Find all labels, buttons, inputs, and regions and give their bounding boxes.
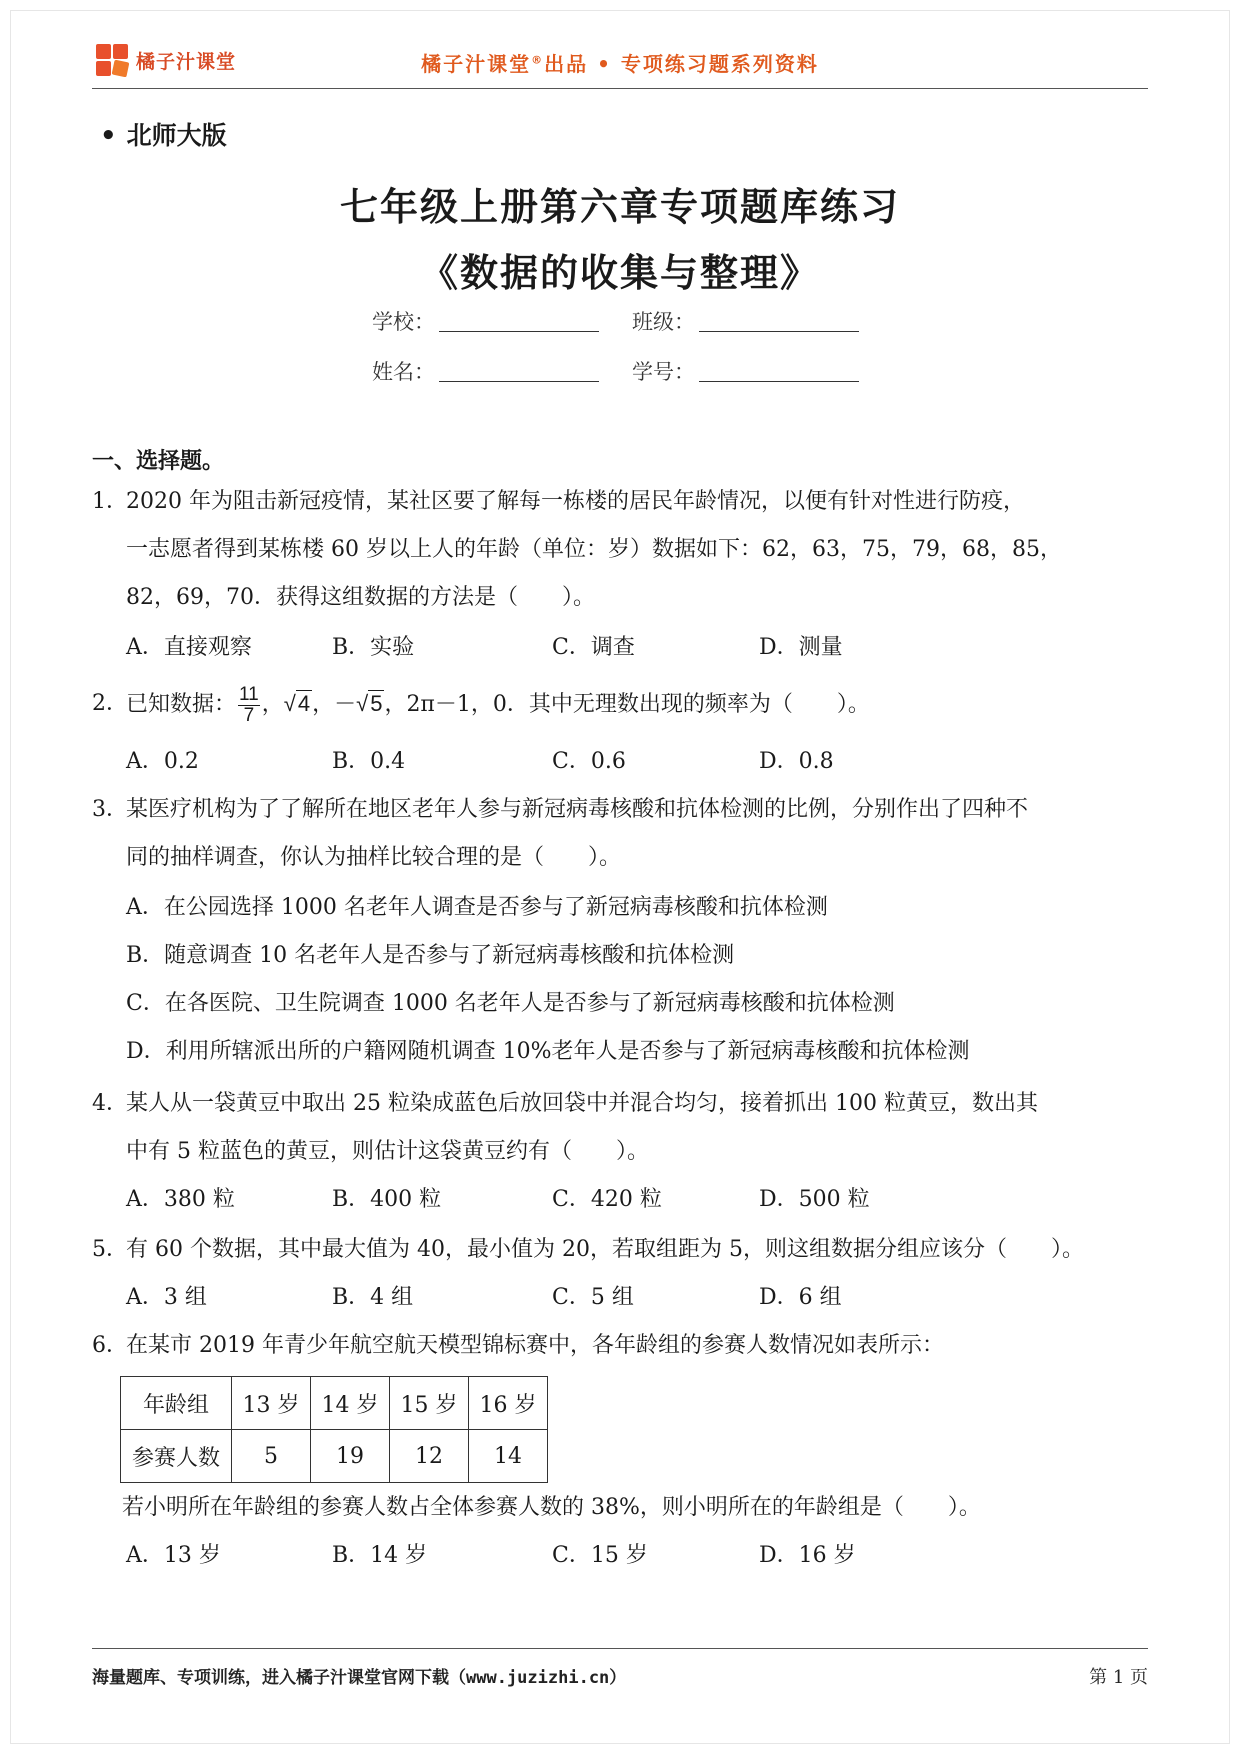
option-d[interactable]: D．测量 [759, 635, 843, 660]
option-a[interactable]: A．13 岁 [126, 1543, 221, 1568]
option-d[interactable]: D．利用所辖派出所的户籍网随机调查 10%老年人是否参与了新冠病毒核酸和抗体检测 [126, 1039, 970, 1064]
table-cell: 14 [469, 1430, 548, 1483]
section-title: 一、选择题。 [92, 449, 225, 474]
question-4: 4． 某人从一袋黄豆中取出 25 粒染成蓝色后放回袋中并混合均匀，接着抓出 100 粒黄豆，数出其 中有 5 粒蓝色的黄豆，则估计这袋黄豆约有（ ）。 [92, 1091, 1038, 1164]
option-a[interactable]: A．380 粒 [126, 1187, 235, 1212]
page-header [92, 40, 1148, 89]
age-table [120, 1376, 548, 1483]
page-subtitle: 《数据的收集与整理》 [419, 251, 820, 295]
option-b[interactable]: B．14 岁 [332, 1543, 428, 1568]
option-b[interactable]: B．0.4 [332, 749, 406, 774]
option-b[interactable]: B．4 组 [332, 1285, 414, 1310]
question-5-options [126, 1276, 1146, 1320]
name-field[interactable]: 姓名： [372, 356, 632, 386]
table-cell: 15 岁 [390, 1377, 469, 1430]
option-a[interactable]: A．在公园选择 1000 名老年人调查是否参与了新冠病毒核酸和抗体检测 [126, 895, 828, 920]
sqrt-5: √5 [356, 691, 383, 716]
option-c[interactable]: C．5 组 [552, 1285, 634, 1310]
page-footer [92, 1648, 1148, 1688]
table-cell: 13 岁 [232, 1377, 311, 1430]
question-4-options [126, 1178, 1146, 1222]
option-c[interactable]: C．调查 [552, 635, 635, 660]
page-title: 七年级上册第六章专项题库练习 [339, 185, 900, 229]
option-a[interactable]: A．0.2 [126, 749, 199, 774]
option-a[interactable]: A．直接观察 [126, 635, 252, 660]
option-c[interactable]: C．420 粒 [552, 1187, 662, 1212]
option-d[interactable]: D．0.8 [759, 749, 834, 774]
question-5: 5． 有 60 个数据，其中最大值为 40，最小值为 20，若取组距为 5，则这组数据分组应该分（ ）。 [92, 1237, 1084, 1262]
option-d[interactable]: D．6 组 [759, 1285, 842, 1310]
sqrt-4: √4 [283, 691, 311, 716]
option-b[interactable]: B．400 粒 [332, 1187, 442, 1212]
table-cell: 5 [232, 1430, 311, 1483]
option-d[interactable]: D．16 岁 [759, 1543, 856, 1568]
question-3: 3． 某医疗机构为了了解所在地区老年人参与新冠病毒核酸和抗体检测的比例，分别作出了四种不 同的抽样调查，你认为抽样比较合理的是（ ）。 [92, 797, 1029, 870]
edition-label: • 北师大版 [100, 121, 227, 151]
table-cell: 14 岁 [311, 1377, 390, 1430]
number-field[interactable]: 学号： [632, 356, 892, 386]
footer-link[interactable]: 海量题库、专项训练，进入橘子汁课堂官网下载（www.juzizhi.cn） [92, 1668, 627, 1688]
option-c[interactable]: C．15 岁 [552, 1543, 648, 1568]
table-cell: 12 [390, 1430, 469, 1483]
fraction: $\frac{11}{7}$ [239, 683, 259, 726]
question-6-options [126, 1534, 1146, 1578]
info-row-1 [372, 306, 892, 336]
option-d[interactable]: D．500 粒 [759, 1187, 870, 1212]
table-row [121, 1377, 548, 1430]
table-cell: 19 [311, 1430, 390, 1483]
question-2-options [126, 740, 1146, 784]
option-a[interactable]: A．3 组 [126, 1285, 207, 1310]
info-row-2 [372, 356, 892, 386]
question-1: 1． 2020 年为阻击新冠疫情，某社区要了解每一栋楼的居民年龄情况，以便有针对性进行防疫， 一志愿者得到某栋楼 60 岁以上人的年龄（单位：岁）数据如下：62，63，75，79，68，85， 82，69，70．获得这组数据的方法是（ ）。 [92, 489, 1062, 610]
table-cell: 16 岁 [469, 1377, 548, 1430]
option-c[interactable]: C．在各医院、卫生院调查 1000 名老年人是否参与了新冠病毒核酸和抗体检测 [126, 991, 895, 1016]
question-1-options [126, 626, 1146, 670]
option-b[interactable]: B．实验 [332, 635, 415, 660]
header-title: 橘子汁课堂®出品 • 专项练习题系列资料 [421, 52, 819, 76]
table-row [121, 1430, 548, 1483]
table-cell: 年龄组 [121, 1377, 232, 1430]
question-6-followup: 若小明所在年龄组的参赛人数占全体参赛人数的 38%，则小明所在的年龄组是（ ）。 [122, 1495, 981, 1520]
school-field[interactable]: 学校： [372, 306, 632, 336]
class-field[interactable]: 班级： [632, 306, 892, 336]
question-6: 6． 在某市 2019 年青少年航空航天模型锦标赛中，各年龄组的参赛人数情况如表所示： [92, 1333, 944, 1358]
option-b[interactable]: B．随意调查 10 名老年人是否参与了新冠病毒核酸和抗体检测 [126, 943, 735, 968]
option-c[interactable]: C．0.6 [552, 749, 626, 774]
table-cell: 参赛人数 [121, 1430, 232, 1483]
logo-text: 橘子汁课堂 [136, 50, 237, 73]
question-2: 2． 已知数据： $\frac{11}{7}$ ，√4，－√5，2π－1，0．其中无理数出现的频率为（ ）。 [92, 683, 870, 726]
page-number: 第 1 页 [1089, 1667, 1148, 1688]
